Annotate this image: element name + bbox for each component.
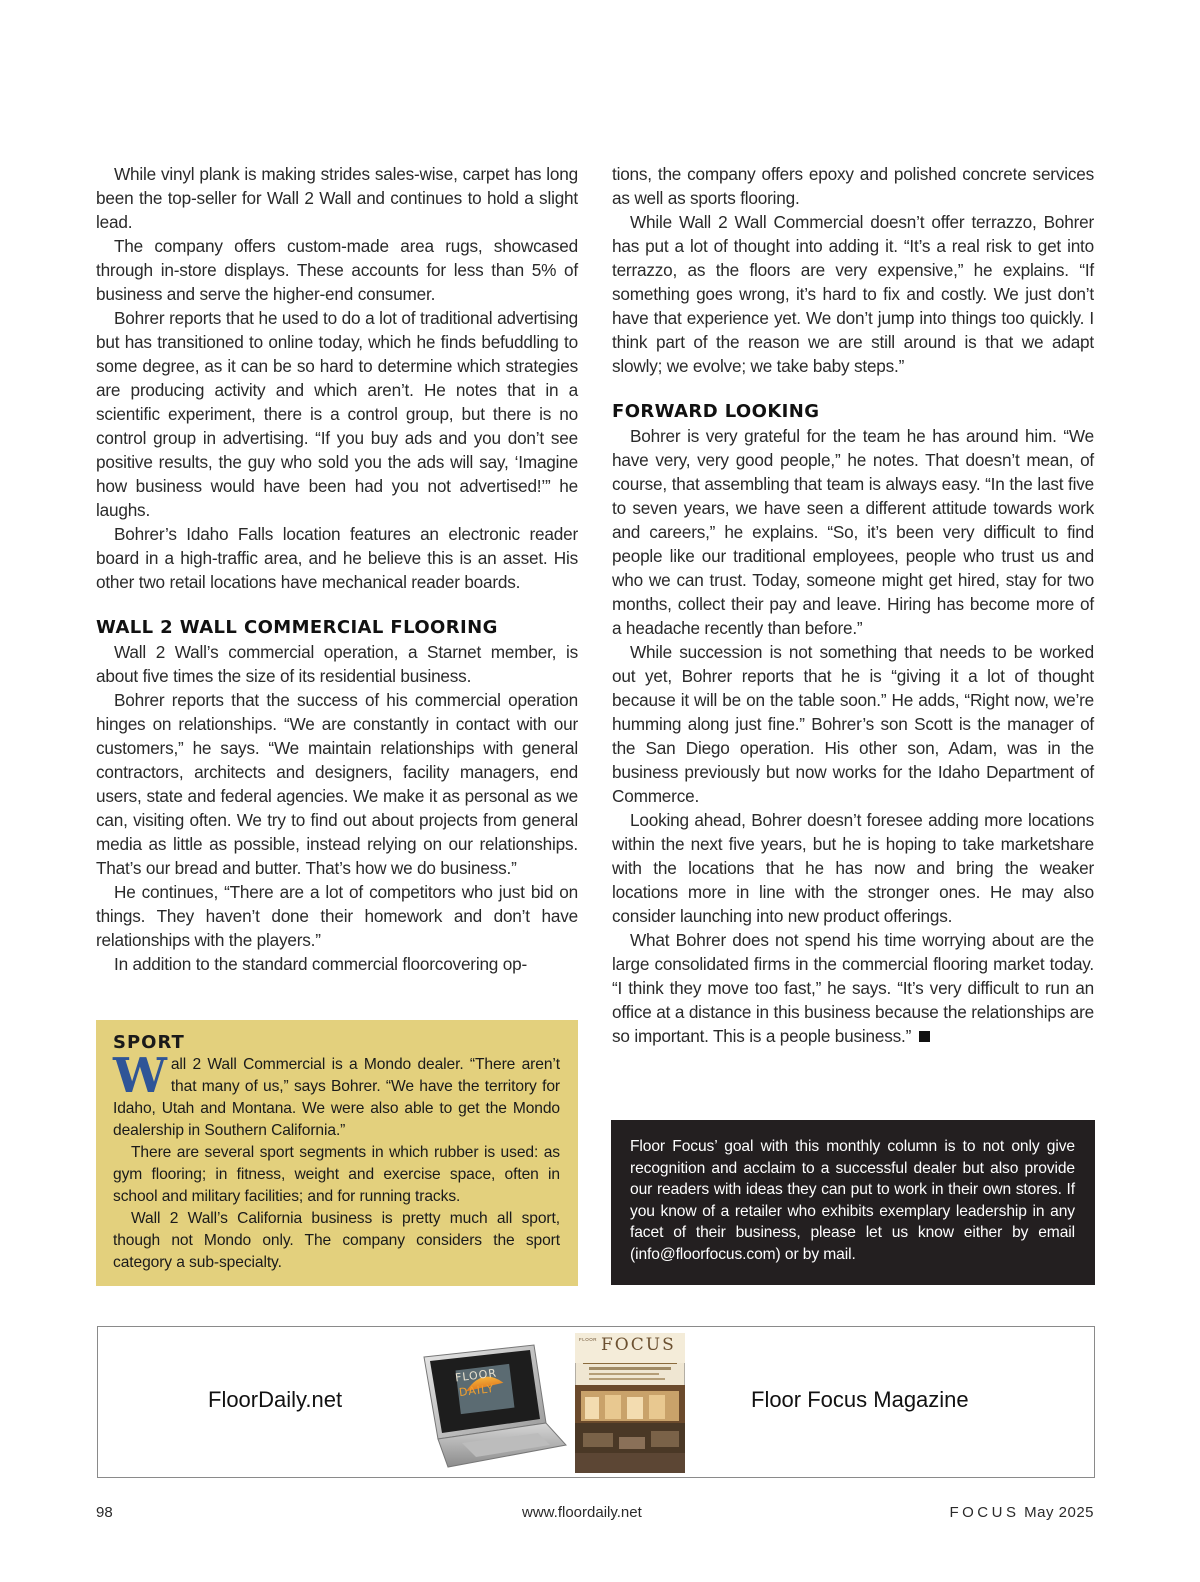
magazine-masthead: FOCUS xyxy=(601,1335,676,1355)
body-paragraph: In addition to the standard commercial floorcovering op- xyxy=(114,954,527,974)
body-paragraph: While succession is not something that needs to be worked out yet, Bohrer reports that he is “giving it a lot of thought because it will be on the table soon.” He adds, “Right now, we’re humming along just fine.” Bohrer’s son Scott is the manager of the San Diego operation. His other son, Adam, was in the business previously but now works for the Idaho Department of Commerce. xyxy=(612,642,1094,806)
body-paragraph: Wall 2 Wall’s commercial operation, a Starnet member, is about five times the size of its residential business. xyxy=(96,642,578,686)
sidebar-first-text: all 2 Wall Commercial is a Mondo dealer. “There aren’t that many of us,” says Bohrer. “We have the territory for Idaho, Utah and Montana. We were also able to get the Mondo dealership in Southern California.” xyxy=(113,1056,560,1139)
section-heading: FORWARD LOOKING xyxy=(612,401,820,422)
drop-cap: W xyxy=(113,1048,167,1104)
laptop-logo-text: DAILY xyxy=(458,1381,496,1400)
left-column xyxy=(96,162,578,976)
body-paragraph: tions, the company offers epoxy and polished concrete services as well as sports flooring. xyxy=(612,164,1094,208)
footer-magazine-name: FOCUS xyxy=(949,1504,1020,1521)
footer-issue xyxy=(949,1504,1094,1521)
sidebar-paragraph xyxy=(113,1048,560,1142)
magazine-kicker: FLOOR xyxy=(579,1337,598,1342)
body-paragraph: The company offers custom-made area rugs, showcased through in-store displays. These accounts for less than 5% of business and serve the higher-end consumer. xyxy=(96,236,578,304)
promo-banner[interactable] xyxy=(97,1326,1095,1478)
note-text: Floor Focus’ goal with this monthly column is to not only give recognition and acclaim to a successful dealer but also provide our readers with ideas they can put to work in their own stores. If you know of a retailer who exhibits exemplary leadership in any facet of their business, please let us know either by email (info@floorfocus.com) or by mail. xyxy=(630,1138,1075,1263)
sidebar-paragraph: Wall 2 Wall’s California business is pretty much all sport, though not Mondo only. The company considers the sport category a sub-specialty. xyxy=(113,1210,560,1271)
body-paragraph: Bohrer reports that he used to do a lot of traditional advertising but has transitioned to online today, which he finds befuddling to some degree, as it can be so hard to determine which strategies are producing activity and which aren’t. He notes that in a scientific experiment, there is a control group, but there is no control group in advertising. “If you buy ads and you don’t see positive results, the guy who sold you the ads will say, ‘Imagine how business would have been had you not advertised!’” he laughs. xyxy=(96,308,578,520)
floor-focus-magazine-label[interactable]: Floor Focus Magazine xyxy=(751,1387,969,1412)
laptop-image xyxy=(418,1337,568,1469)
body-paragraph: Bohrer’s Idaho Falls location features an electronic reader board in a high-traffic area, and he believe this is an asset. His other two retail locations have mechanical reader boards. xyxy=(96,524,578,592)
footer-issue-date: May 2025 xyxy=(1024,1504,1094,1521)
sidebar-paragraph: There are several sport segments in which rubber is used: as gym flooring; in fitness, weight and exercise space, often in school and military facilities; and for running tracks. xyxy=(113,1144,560,1205)
floordaily-label[interactable]: FloorDaily.net xyxy=(208,1387,343,1412)
body-paragraph: Looking ahead, Bohrer doesn’t foresee adding more locations within the next five years, but he is hoping to take marketshare with the locations that he has now and bring the weaker locations more in line with the stronger ones. He may also consider launching into new product offerings. xyxy=(612,810,1094,926)
body-paragraph: Bohrer is very grateful for the team he has around him. “We have very, very good people,” he notes. That doesn’t mean, of course, that assembling that team is always easy. “In the last five to seven years, we have seen a different attitude towards work and careers,” he explains. “So, it’s been very difficult to find people like our traditional employees, people who trust us and who we can trust. Today, someone might get hired, stay for two months, collect their pay and leave. Hiring has become more of a headache recently than before.” xyxy=(612,426,1094,638)
page-number: 98 xyxy=(96,1504,113,1521)
column-note-box xyxy=(611,1120,1095,1285)
sidebar-title: SPORT xyxy=(113,1032,185,1053)
body-paragraph: While Wall 2 Wall Commercial doesn’t offer terrazzo, Bohrer has put a lot of thought into adding it. “It’s a real risk to get into terrazzo, as the floors are very expensive,” he explains. “If something goes wrong, it’s hard to fix and costly. We just don’t have that experience yet. We don’t jump into things too quickly. I think part of the reason we are still around is that we adapt slowly; we evolve; we take baby steps.” xyxy=(612,212,1094,376)
right-column xyxy=(612,162,1094,1048)
footer-url[interactable]: www.floordaily.net xyxy=(522,1504,642,1521)
sport-sidebar xyxy=(96,1020,578,1286)
body-paragraph: While vinyl plank is making strides sales-wise, carpet has long been the top-seller for Wall 2 Wall and continues to hold a slight lead. xyxy=(96,164,578,232)
body-paragraph: Bohrer reports that the success of his commercial operation hinges on relationships. “We are constantly in contact with our customers,” he says. “We maintain relationships with general contractors, architects and designers, facility managers, end users, state and federal agencies. We make it as personal as we can, visiting often. We try to find out about projects from general media as little as possible, instead relying on our relationships. That’s our bread and butter. That’s how we do business.” xyxy=(96,690,578,878)
body-paragraph: What Bohrer does not spend his time worrying about are the large consolidated firms in the commercial flooring market today. “I think they move too fast,” he says. “It’s very difficult to run an office at a distance in this business because the relationships are so important. This is a people business.” xyxy=(612,930,1094,1046)
laptop-logo-text: FLOOR xyxy=(454,1366,498,1385)
section-heading: WALL 2 WALL COMMERCIAL FLOORING xyxy=(96,617,498,638)
body-paragraph: He continues, “There are a lot of competitors who just bid on things. They haven’t done their homework and don’t have relationships with the players.” xyxy=(96,882,578,950)
